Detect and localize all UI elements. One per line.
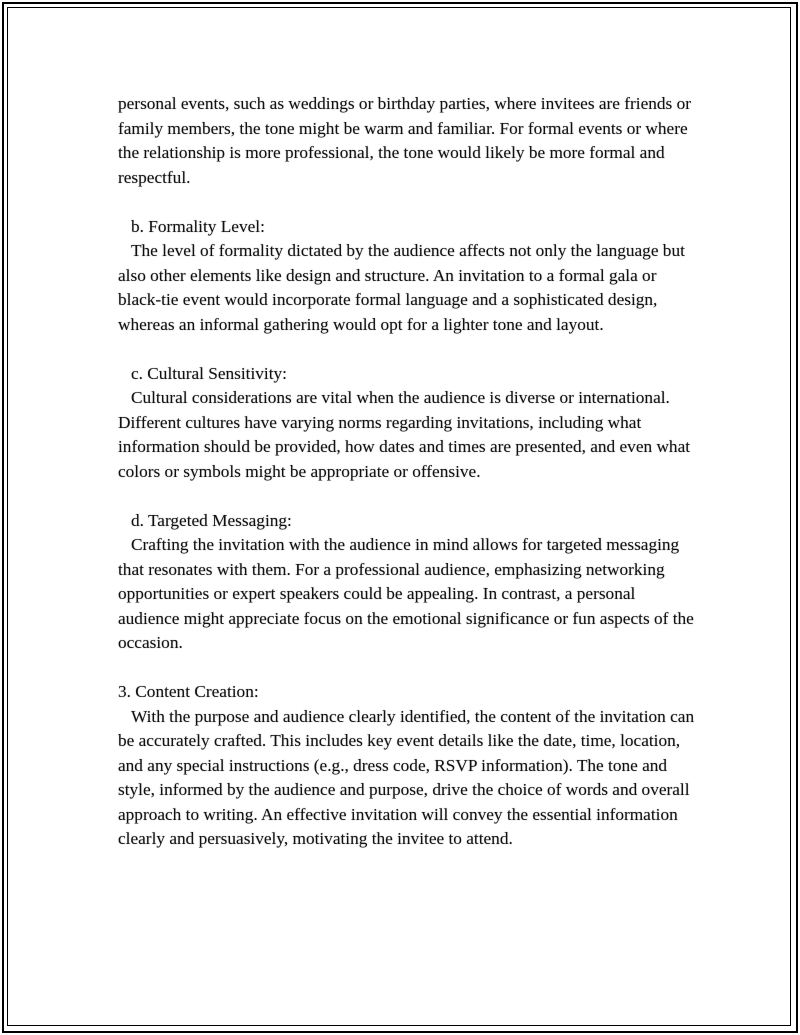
section-body: The level of formality dictated by the audience affects not only the language but also other elements like design and structure. An invitation to a formal gala or black-tie event would incorporate formal language and a sophisticated design, whereas an informal gathering would opt for a lighter tone and layout. [118, 241, 690, 334]
section-heading: d. Targeted Messaging: [118, 510, 292, 530]
intro-block [118, 92, 698, 190]
section-heading: b. Formality Level: [118, 216, 265, 236]
section-body: With the purpose and audience clearly identified, the content of the invitation can be accurately crafted. This includes key event details like the date, time, location, and any special instructions (e.g., dress code, RSVP information). The tone and style, informed by the audience and purpose, drive the choice of words and overall approach to writing. An effective invitation will convey the essential information clearly and persuasively, motivating the invitee to attend. [118, 706, 699, 848]
section-heading: c. Cultural Sensitivity: [118, 363, 287, 383]
section-formality-level [118, 215, 698, 338]
intro-paragraph: personal events, such as weddings or birthday parties, where invitees are friends or family members, the tone might be warm and familiar. For formal events or where the relationship is more professional, the tone would likely be more formal and respectful. [118, 94, 696, 187]
section-content-creation [118, 680, 698, 852]
document-body [118, 92, 698, 876]
section-body: Cultural considerations are vital when the audience is diverse or international. Different cultures have varying norms regarding invitations, including what information should be provided, how dates and times are presented, and even what colors or symbols might be appropriate or offensive. [118, 388, 695, 481]
section-heading: 3. Content Creation: [118, 682, 259, 701]
section-body: Crafting the invitation with the audience in mind allows for targeted messaging that resonates with them. For a professional audience, emphasizing networking opportunities or expert speakers could be appealing. In contrast, a personal audience might appreciate focus on the emotional significance or fun aspects of the occasion. [118, 535, 699, 652]
section-cultural-sensitivity [118, 362, 698, 485]
section-targeted-messaging [118, 509, 698, 656]
